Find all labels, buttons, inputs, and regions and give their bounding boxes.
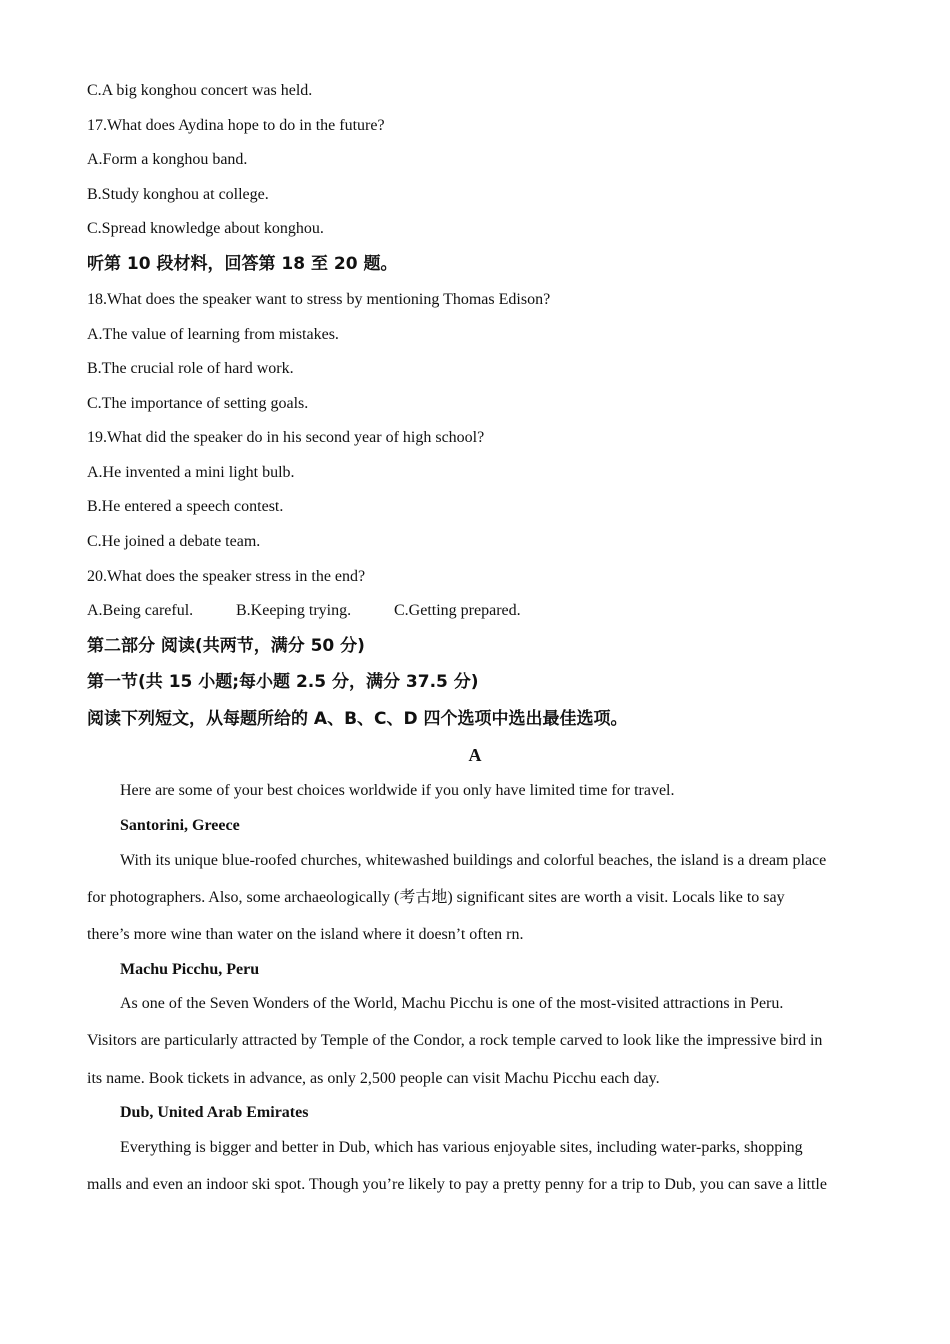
q20-question: 20.What does the speaker stress in the end?: [87, 568, 366, 585]
section10-heading: 听第 10 段材料，回答第 18 至 20 题。: [87, 254, 398, 274]
machu-line-1: As one of the Seven Wonders of the World, Machu Picchu is one of the most-visited attractions in Peru.: [120, 995, 784, 1012]
machu-title: Machu Picchu, Peru: [120, 961, 260, 978]
santorini-title: Santorini, Greece: [120, 817, 240, 834]
passage-label: A: [468, 745, 482, 765]
santorini-line-2: for photographers. Also, some archaeologically (考古地) significant sites are worth a visit. Locals like to say: [87, 889, 785, 906]
q20-option-b: B.Keeping trying.: [236, 602, 352, 619]
dubai-title: Dub, United Arab Emirates: [120, 1104, 309, 1121]
q19-question: 19.What did the speaker do in his second year of high school?: [87, 429, 485, 446]
q20-option-a: A.Being careful.: [87, 602, 194, 619]
dubai-line-1: Everything is bigger and better in Dub, which has various enjoyable sites, including water-parks, shopping: [120, 1139, 803, 1156]
q20-option-c: C.Getting prepared.: [394, 602, 521, 619]
q17-option-b: B.Study konghou at college.: [87, 186, 269, 203]
section1-heading: 第一节(共 15 小题;每小题 2.5 分，满分 37.5 分): [87, 672, 479, 692]
q19-option-b: B.He entered a speech contest.: [87, 498, 284, 515]
q16-option-c: C.A big konghou concert was held.: [87, 82, 313, 99]
q17-option-a: A.Form a konghou band.: [87, 151, 248, 168]
machu-line-2: Visitors are particularly attracted by Temple of the Condor, a rock temple carved to look like the impressive bird in: [87, 1032, 823, 1049]
dubai-line-2: malls and even an indoor ski spot. Though you’re likely to pay a pretty penny for a trip to Dub, you can save a little: [87, 1176, 827, 1193]
q19-option-c: C.He joined a debate team.: [87, 533, 261, 550]
part2-heading: 第二部分 阅读(共两节，满分 50 分): [87, 636, 365, 656]
q18-question: 18.What does the speaker want to stress by mentioning Thomas Edison?: [87, 291, 551, 308]
santorini-line-1: With its unique blue-roofed churches, whitewashed buildings and colorful beaches, the island is a dream place: [120, 852, 827, 869]
q19-option-a: A.He invented a mini light bulb.: [87, 464, 295, 481]
q20-options: [87, 601, 521, 621]
machu-line-3: its name. Book tickets in advance, as only 2,500 people can visit Machu Picchu each day.: [87, 1070, 660, 1087]
q17-question: 17.What does Aydina hope to do in the future?: [87, 117, 385, 134]
q18-option-a: A.The value of learning from mistakes.: [87, 326, 339, 343]
passage-intro: Here are some of your best choices worldwide if you only have limited time for travel.: [120, 782, 675, 799]
q17-option-c: C.Spread knowledge about konghou.: [87, 220, 324, 237]
reading-instruction: 阅读下列短文，从每题所给的 A、B、C、D 四个选项中选出最佳选项。: [87, 709, 628, 729]
q18-option-c: C.The importance of setting goals.: [87, 395, 309, 412]
q18-option-b: B.The crucial role of hard work.: [87, 360, 294, 377]
santorini-line-3: there’s more wine than water on the island where it doesn’t often rn.: [87, 926, 524, 943]
